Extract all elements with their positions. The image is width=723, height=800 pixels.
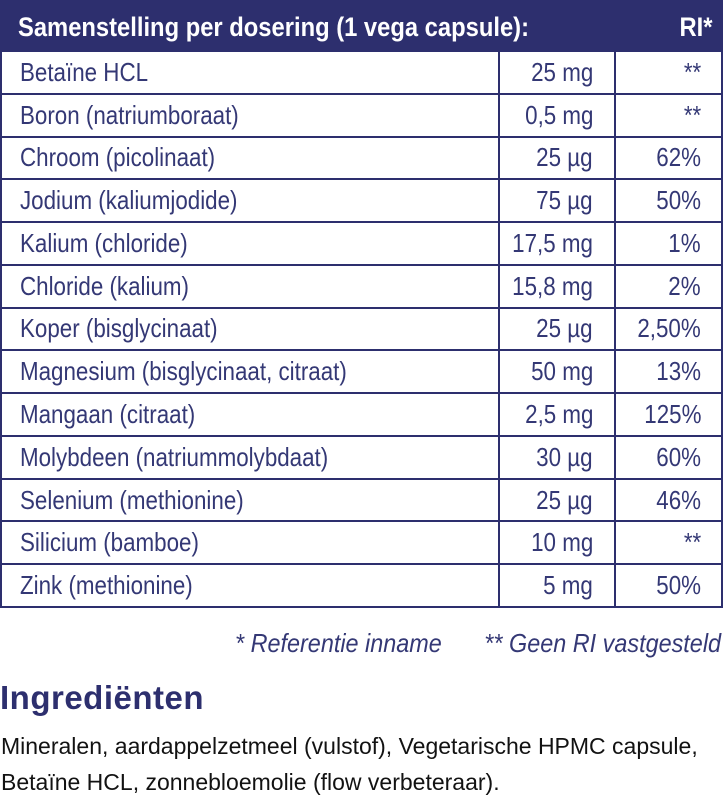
amount-value: 25 µg <box>536 142 593 173</box>
table-row <box>2 52 721 93</box>
nutrient-name-cell <box>2 266 498 307</box>
table-header <box>2 2 721 52</box>
table-row <box>2 93 721 136</box>
nutrient-name-cell <box>2 52 498 93</box>
ri-value: 13% <box>656 356 701 387</box>
nutrient-name: Molybdeen (natriummolybdaat) <box>20 441 329 472</box>
amount-cell <box>498 437 614 478</box>
nutrient-name: Mangaan (citraat) <box>20 399 196 429</box>
amount-cell <box>498 266 614 307</box>
ingredients-heading: Ingrediënten <box>0 679 205 716</box>
nutrient-name: Silicium (bamboe) <box>20 527 199 558</box>
ri-cell <box>614 565 721 606</box>
amount-value: 17,5 mg <box>512 227 593 258</box>
table-row <box>2 307 721 350</box>
ri-cell <box>614 480 721 521</box>
nutrient-name: Chloride (kalium) <box>20 270 189 301</box>
amount-value: 50 mg <box>530 356 593 387</box>
nutrient-name-cell <box>2 223 498 264</box>
nutrient-name-cell <box>2 565 498 606</box>
table-row <box>2 178 721 221</box>
ri-cell <box>614 266 721 307</box>
nutrient-name: Jodium (kaliumjodide) <box>20 185 238 216</box>
ri-value: ** <box>683 56 701 87</box>
nutrient-name-cell <box>2 394 498 435</box>
amount-value: 15,8 mg <box>512 270 593 301</box>
amount-cell <box>498 565 614 606</box>
nutrient-name: Magnesium (bisglycinaat, citraat) <box>20 356 347 387</box>
table-row <box>2 478 721 521</box>
amount-cell <box>498 180 614 221</box>
ri-value: 62% <box>656 142 701 173</box>
amount-cell <box>498 522 614 563</box>
nutrient-name-cell <box>2 351 498 392</box>
table-row <box>2 349 721 392</box>
ri-column-header: RI* <box>679 11 713 42</box>
nutrient-name-cell <box>2 180 498 221</box>
amount-value: 75 µg <box>536 185 593 216</box>
ri-cell <box>614 522 721 563</box>
ingredients-text: Mineralen, aardappelzetmeel (vulstof), Vegetarische HPMC capsule, Betaïne HCL, zonnebloemolie (flow verbeteraar). <box>1 733 698 795</box>
ri-value: 125% <box>643 399 701 429</box>
amount-cell <box>498 309 614 350</box>
ri-value: 50% <box>656 185 701 216</box>
amount-cell <box>498 52 614 93</box>
amount-value: 0,5 mg <box>524 99 593 130</box>
amount-cell <box>498 223 614 264</box>
ri-cell <box>614 52 721 93</box>
table-row <box>2 136 721 179</box>
table-body <box>2 52 721 606</box>
nutrient-name: Koper (bisglycinaat) <box>20 313 218 344</box>
ri-value: 50% <box>656 570 701 601</box>
table-row <box>2 221 721 264</box>
nutrient-name-cell <box>2 95 498 136</box>
footnote-no-ri: ** Geen RI vastgesteld <box>484 628 721 658</box>
amount-value: 25 mg <box>530 56 593 87</box>
ri-cell <box>614 223 721 264</box>
amount-value: 25 µg <box>536 484 593 515</box>
footnote <box>0 628 721 659</box>
nutrient-name: Chroom (picolinaat) <box>20 142 216 173</box>
ri-value: ** <box>683 99 701 130</box>
nutrient-name: Zink (methionine) <box>20 570 193 601</box>
table-row <box>2 435 721 478</box>
ri-value: ** <box>683 527 701 558</box>
table-row <box>2 392 721 435</box>
table-title: Samenstelling per dosering (1 vega capsule): <box>18 11 529 42</box>
amount-cell <box>498 138 614 179</box>
ri-value: 46% <box>656 484 701 515</box>
amount-cell <box>498 394 614 435</box>
ri-cell <box>614 351 721 392</box>
table-row <box>2 520 721 563</box>
nutrient-name: Kalium (chloride) <box>20 227 188 258</box>
footnote-reference-intake: * Referentie inname <box>235 628 442 658</box>
amount-value: 5 mg <box>543 570 593 601</box>
amount-cell <box>498 480 614 521</box>
nutrient-name: Selenium (methionine) <box>20 484 244 515</box>
table-row <box>2 563 721 606</box>
ri-value: 2,50% <box>637 313 701 344</box>
nutrient-name-cell <box>2 522 498 563</box>
ri-value: 1% <box>668 227 701 258</box>
amount-cell <box>498 351 614 392</box>
nutrient-name-cell <box>2 480 498 521</box>
ri-value: 2% <box>668 270 701 301</box>
nutrient-name: Boron (natriumboraat) <box>20 99 239 130</box>
amount-value: 2,5 mg <box>524 399 593 429</box>
nutrient-name-cell <box>2 309 498 350</box>
amount-value: 25 µg <box>536 313 593 344</box>
amount-value: 30 µg <box>536 441 593 472</box>
ri-cell <box>614 309 721 350</box>
ri-cell <box>614 437 721 478</box>
ri-cell <box>614 95 721 136</box>
amount-value: 10 mg <box>530 527 593 558</box>
ri-cell <box>614 394 721 435</box>
nutrient-name: Betaïne HCL <box>20 56 149 87</box>
amount-cell <box>498 95 614 136</box>
ri-value: 60% <box>656 441 701 472</box>
nutrient-name-cell <box>2 138 498 179</box>
ri-cell <box>614 138 721 179</box>
table-row <box>2 264 721 307</box>
nutrient-name-cell <box>2 437 498 478</box>
ri-cell <box>614 180 721 221</box>
